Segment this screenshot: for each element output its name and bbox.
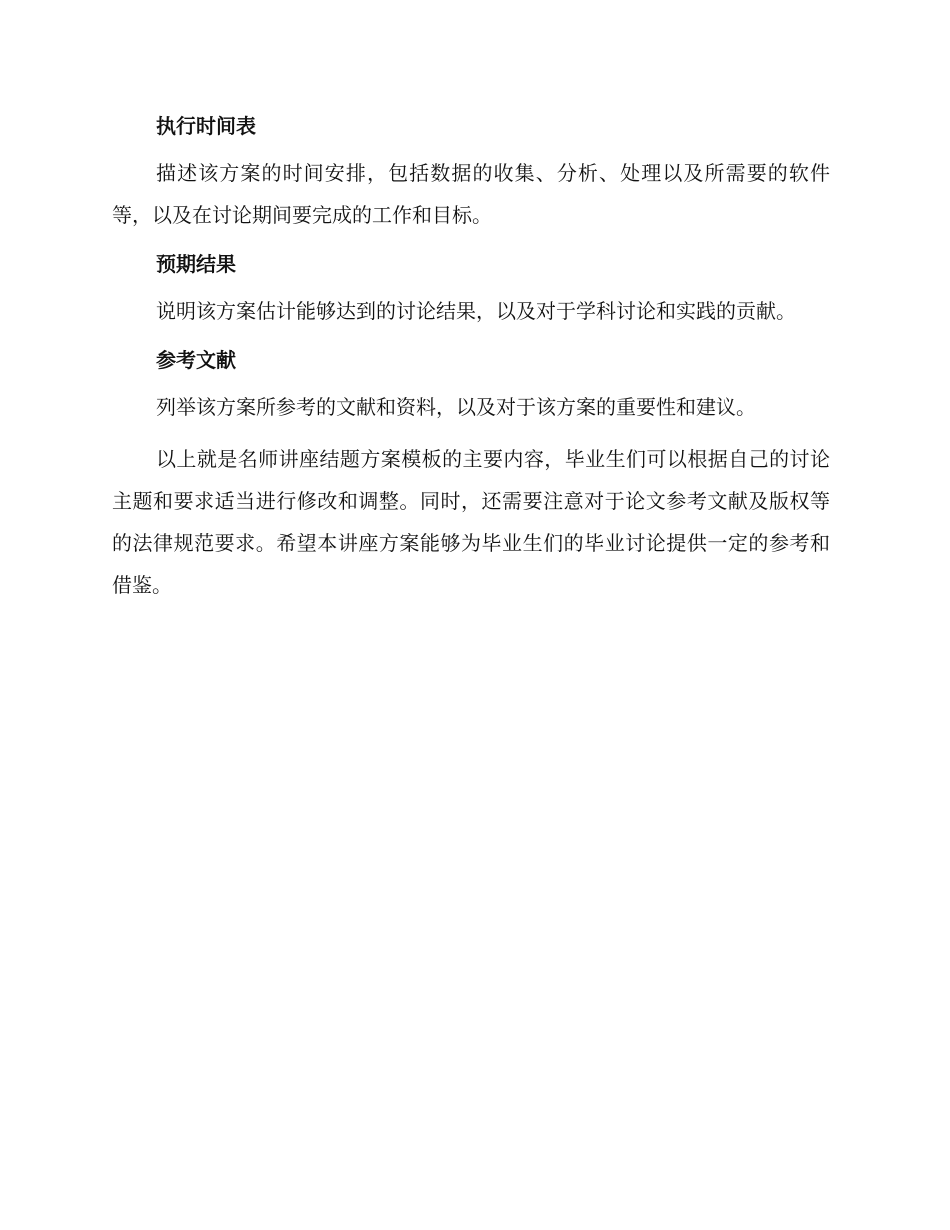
section-body-references: 列举该方案所参考的文献和资料，以及对于该方案的重要性和建议。 <box>156 395 756 419</box>
conclusion-paragraph: 以上就是名师讲座结题方案模板的主要内容，毕业生们可以根据自己的讨论主题和要求适当进行修改和调整。同时，还需要注意对于论文参考文献及版权等的法律规范要求。希望本讲座方案能够为毕业生们的毕业讨论提供一定的参考和借鉴。 <box>112 447 830 597</box>
section-body-schedule: 描述该方案的时间安排，包括数据的收集、分析、处理以及所需要的软件等，以及在讨论期间要完成的工作和目标。 <box>112 161 830 227</box>
section-heading-expected-results: 预期结果 <box>156 252 236 276</box>
section-body-expected-results: 说明该方案估计能够达到的讨论结果，以及对于学科讨论和实践的贡献。 <box>156 299 796 323</box>
section-heading-references: 参考文献 <box>156 348 236 372</box>
document-page <box>112 108 830 616</box>
section-heading-schedule: 执行时间表 <box>156 114 256 138</box>
